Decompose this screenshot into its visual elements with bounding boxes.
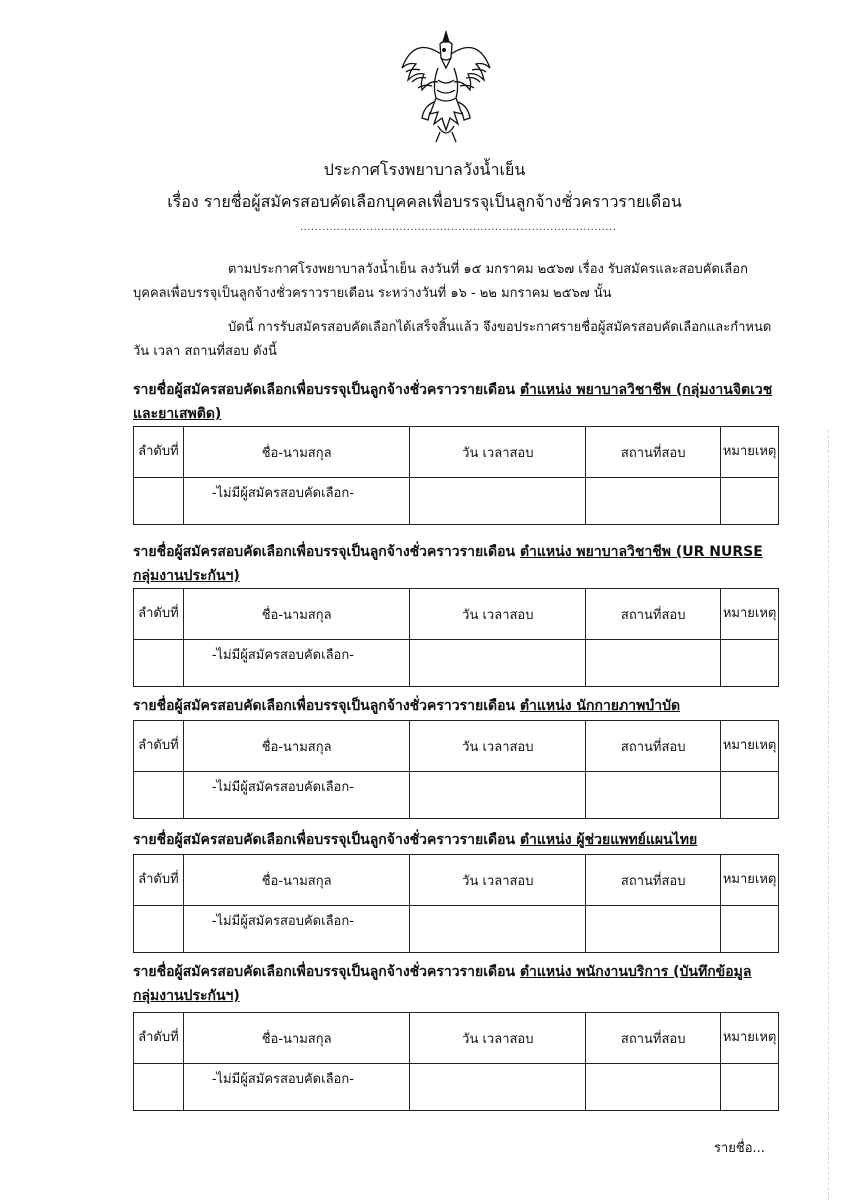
header-datetime: วัน เวลาสอบ bbox=[410, 721, 586, 772]
section-heading-4 bbox=[133, 828, 778, 852]
no-applicants-cell: -ไม่มีผู้สมัครสอบคัดเลือก- bbox=[183, 640, 410, 687]
header-datetime: วัน เวลาสอบ bbox=[410, 427, 586, 478]
table-row bbox=[134, 772, 779, 819]
header-name: ชื่อ-นามสกุล bbox=[183, 721, 410, 772]
section-heading-2 bbox=[133, 540, 778, 588]
header-remark: หมายเหตุ bbox=[721, 427, 779, 478]
paragraph-reference-text: ตามประกาศโรงพยาบาลวังน้ำเย็น ลงวันที่ ๑๕ มกราคม ๒๕๖๗ เรื่อง รับสมัครและสอบคัดเลือกบุคคลเพื่อบรรจุเป็นลูกจ้างชั่วคราวรายเดือน ระหว่างวันที่ ๑๖ - ๒๒ มกราคม ๒๕๖๗ นั้น bbox=[133, 262, 748, 301]
applicants-table-5 bbox=[133, 1012, 779, 1111]
header-name: ชื่อ-นามสกุล bbox=[183, 855, 410, 906]
table-row bbox=[134, 478, 779, 525]
table-row bbox=[134, 906, 779, 953]
section-heading-prefix: รายชื่อผู้สมัครสอบคัดเลือกเพื่อบรรจุเป็นลูกจ้างชั่วคราวรายเดือน bbox=[133, 832, 520, 848]
no-applicants-cell: -ไม่มีผู้สมัครสอบคัดเลือก- bbox=[183, 772, 410, 819]
header-no: ลำดับที่ bbox=[134, 855, 184, 906]
header-name: ชื่อ-นามสกุล bbox=[183, 1013, 410, 1064]
no-applicants-cell: -ไม่มีผู้สมัครสอบคัดเลือก- bbox=[183, 478, 410, 525]
header-datetime: วัน เวลาสอบ bbox=[410, 1013, 586, 1064]
table-header-row bbox=[134, 721, 779, 772]
header-datetime: วัน เวลาสอบ bbox=[410, 589, 586, 640]
header-remark: หมายเหตุ bbox=[721, 721, 779, 772]
header-name: ชื่อ-นามสกุล bbox=[183, 589, 410, 640]
header-place: สถานที่สอบ bbox=[586, 427, 721, 478]
applicants-table-3 bbox=[133, 720, 779, 819]
section-heading-5 bbox=[133, 960, 778, 1008]
header-no: ลำดับที่ bbox=[134, 721, 184, 772]
paragraph-reference bbox=[133, 258, 773, 306]
header-place: สถานที่สอบ bbox=[586, 721, 721, 772]
applicants-table-1 bbox=[133, 426, 779, 525]
continued-text: รายชื่อ... bbox=[714, 1141, 765, 1156]
section-heading-prefix: รายชื่อผู้สมัครสอบคัดเลือกเพื่อบรรจุเป็นลูกจ้างชั่วคราวรายเดือน bbox=[133, 698, 520, 714]
table-row bbox=[134, 640, 779, 687]
section-position: ตำแหน่ง พยาบาลวิชาชีพ (UR NURSE กลุ่มงานประกันฯ) bbox=[133, 544, 763, 584]
section-heading-1 bbox=[133, 378, 778, 426]
section-position: ตำแหน่ง ผู้ช่วยแพทย์แผนไทย bbox=[519, 832, 698, 848]
table-header-row bbox=[134, 427, 779, 478]
garuda-emblem-icon bbox=[394, 28, 498, 146]
section-position: ตำแหน่ง นักกายภาพบำบัด bbox=[519, 698, 681, 714]
header-place: สถานที่สอบ bbox=[586, 589, 721, 640]
section-heading-3 bbox=[133, 694, 778, 718]
table-header-row bbox=[134, 855, 779, 906]
scan-edge-line bbox=[828, 430, 830, 1200]
applicants-table-2 bbox=[133, 588, 779, 687]
header-no: ลำดับที่ bbox=[134, 1013, 184, 1064]
no-applicants-cell: -ไม่มีผู้สมัครสอบคัดเลือก- bbox=[183, 1064, 410, 1111]
header-remark: หมายเหตุ bbox=[721, 1013, 779, 1064]
table-header-row bbox=[134, 1013, 779, 1064]
paragraph-announcement-text: บัดนี้ การรับสมัครสอบคัดเลือกได้เสร็จสิ้นแล้ว จึงขอประกาศรายชื่อผู้สมัครสอบคัดเลือกและกำหนดวัน เวลา สถานที่สอบ ดังนี้ bbox=[133, 320, 772, 359]
section-position: ตำแหน่ง พนักงานบริการ (บันทึกข้อมูล กลุ่มงานประกันฯ) bbox=[133, 964, 752, 1004]
header-remark: หมายเหตุ bbox=[721, 589, 779, 640]
announcement-subject: เรื่อง รายชื่อผู้สมัครสอบคัดเลือกบุคคลเพื่อบรรจุเป็นลูกจ้างชั่วคราวรายเดือน bbox=[167, 192, 682, 211]
no-applicants-cell: -ไม่มีผู้สมัครสอบคัดเลือก- bbox=[183, 906, 410, 953]
header-datetime: วัน เวลาสอบ bbox=[410, 855, 586, 906]
paragraph-announcement bbox=[133, 316, 773, 364]
header-no: ลำดับที่ bbox=[134, 427, 184, 478]
table-header-row bbox=[134, 589, 779, 640]
header-name: ชื่อ-นามสกุล bbox=[183, 427, 410, 478]
announcement-title: ประกาศโรงพยาบาลวังน้ำเย็น bbox=[323, 160, 526, 179]
table-row bbox=[134, 1064, 779, 1111]
header-remark: หมายเหตุ bbox=[721, 855, 779, 906]
header-place: สถานที่สอบ bbox=[586, 855, 721, 906]
section-heading-prefix: รายชื่อผู้สมัครสอบคัดเลือกเพื่อบรรจุเป็นลูกจ้างชั่วคราวรายเดือน bbox=[133, 382, 520, 398]
section-heading-prefix: รายชื่อผู้สมัครสอบคัดเลือกเพื่อบรรจุเป็นลูกจ้างชั่วคราวรายเดือน bbox=[133, 544, 520, 560]
header-place: สถานที่สอบ bbox=[586, 1013, 721, 1064]
section-heading-prefix: รายชื่อผู้สมัครสอบคัดเลือกเพื่อบรรจุเป็นลูกจ้างชั่วคราวรายเดือน bbox=[133, 964, 520, 980]
applicants-table-4 bbox=[133, 854, 779, 953]
header-no: ลำดับที่ bbox=[134, 589, 184, 640]
separator-line: ...................................................................................... bbox=[300, 222, 617, 233]
section-position: ตำแหน่ง พยาบาลวิชาชีพ (กลุ่มงานจิตเวชและยาเสพติด) bbox=[133, 382, 773, 422]
